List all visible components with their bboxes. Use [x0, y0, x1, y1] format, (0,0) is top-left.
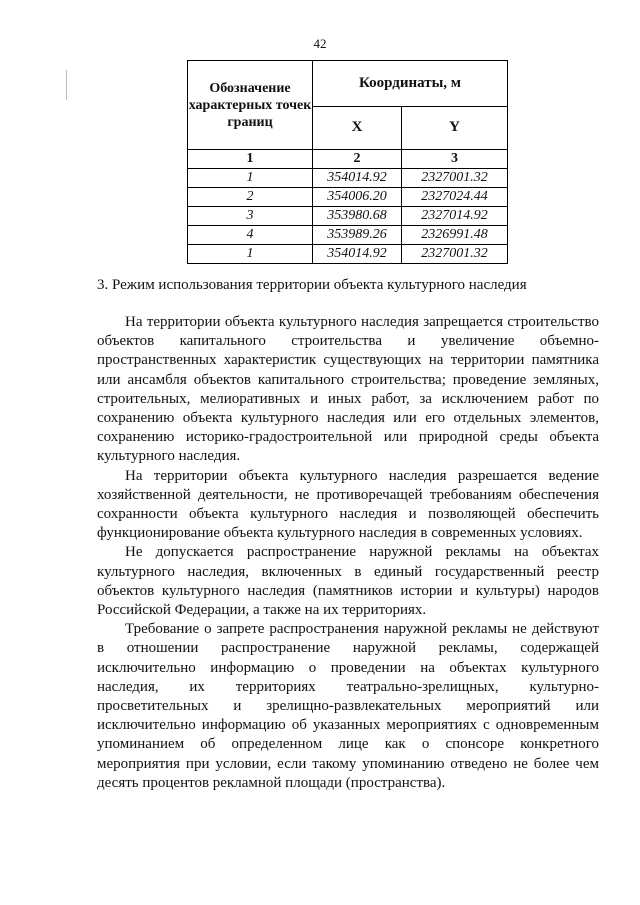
- table-row: [188, 245, 508, 264]
- y-cell: 2326991.48: [402, 226, 508, 245]
- coordinates-table: [187, 60, 508, 264]
- header-coordinates: Координаты, м: [313, 61, 508, 107]
- x-cell: 354014.92: [313, 169, 402, 188]
- point-cell: 1: [188, 245, 313, 264]
- x-cell: 353989.26: [313, 226, 402, 245]
- column-number-row: [188, 150, 508, 169]
- table-row: [188, 226, 508, 245]
- point-cell: 1: [188, 169, 313, 188]
- table-row: [188, 207, 508, 226]
- x-cell: 354006.20: [313, 188, 402, 207]
- paragraph: На территории объекта культурного наследия запрещается строительство объектов капитального строительства и увеличение объемно-пространственных характеристик существующих на территории памятника или ансамбля объектов капитального строительства; проведение земляных, строительных, мелиоративных и иных работ, за исключением работ по сохранению объекта культурного наследия или его отдельных элементов, сохранению историко-градостроительной или природной среды объекта культурного наследия.: [97, 314, 599, 465]
- y-cell: 2327024.44: [402, 188, 508, 207]
- x-cell: 353980.68: [313, 207, 402, 226]
- column-number: 3: [402, 150, 508, 169]
- point-cell: 2: [188, 188, 313, 207]
- body-text: [97, 313, 599, 793]
- y-cell: 2327014.92: [402, 207, 508, 226]
- y-cell: 2327001.32: [402, 169, 508, 188]
- column-number: 1: [188, 150, 313, 169]
- section-heading: 3. Режим использования территории объекта культурного наследия: [97, 277, 527, 293]
- table-row: [188, 169, 508, 188]
- table-header-row: [188, 61, 508, 107]
- point-cell: 4: [188, 226, 313, 245]
- header-designation: Обозначение характерных точек границ: [188, 61, 313, 150]
- point-cell: 3: [188, 207, 313, 226]
- paragraph: Не допускается распространение наружной рекламы на объектах культурного наследия, включенных в единый государственный реестр объектов культурного наследия (памятников истории и культуры) народов Российской Федерации, а также на их территориях.: [97, 544, 599, 619]
- y-cell: 2327001.32: [402, 245, 508, 264]
- paragraph: Требование о запрете распространения наружной рекламы не действуют в отношении распространение наружной рекламы, содержащей исключительно информацию о проведении на объектах культурного наследия, их территориях театрально-зрелищных, культурно-просветительных и зрелищно-развлекательных мероприятий или исключительно информацию об указанных мероприятиях с одновременным упоминанием об определенном лице как о спонсоре конкретного мероприятия при условии, если такому упоминанию отведено не более чем десять процентов рекламной площади (пространства).: [97, 621, 599, 791]
- margin-rule: [66, 70, 67, 100]
- paragraph: На территории объекта культурного наследия разрешается ведение хозяйственной деятельности, не противоречащей требованиям обеспечения сохранности объекта культурного наследия и позволяющей обеспечить функционирование объекта культурного наследия в современных условиях.: [97, 467, 599, 542]
- column-number: 2: [313, 150, 402, 169]
- x-cell: 354014.92: [313, 245, 402, 264]
- table-row: [188, 188, 508, 207]
- header-x: X: [313, 106, 402, 150]
- page-number: 42: [313, 36, 327, 51]
- header-y: Y: [402, 106, 508, 150]
